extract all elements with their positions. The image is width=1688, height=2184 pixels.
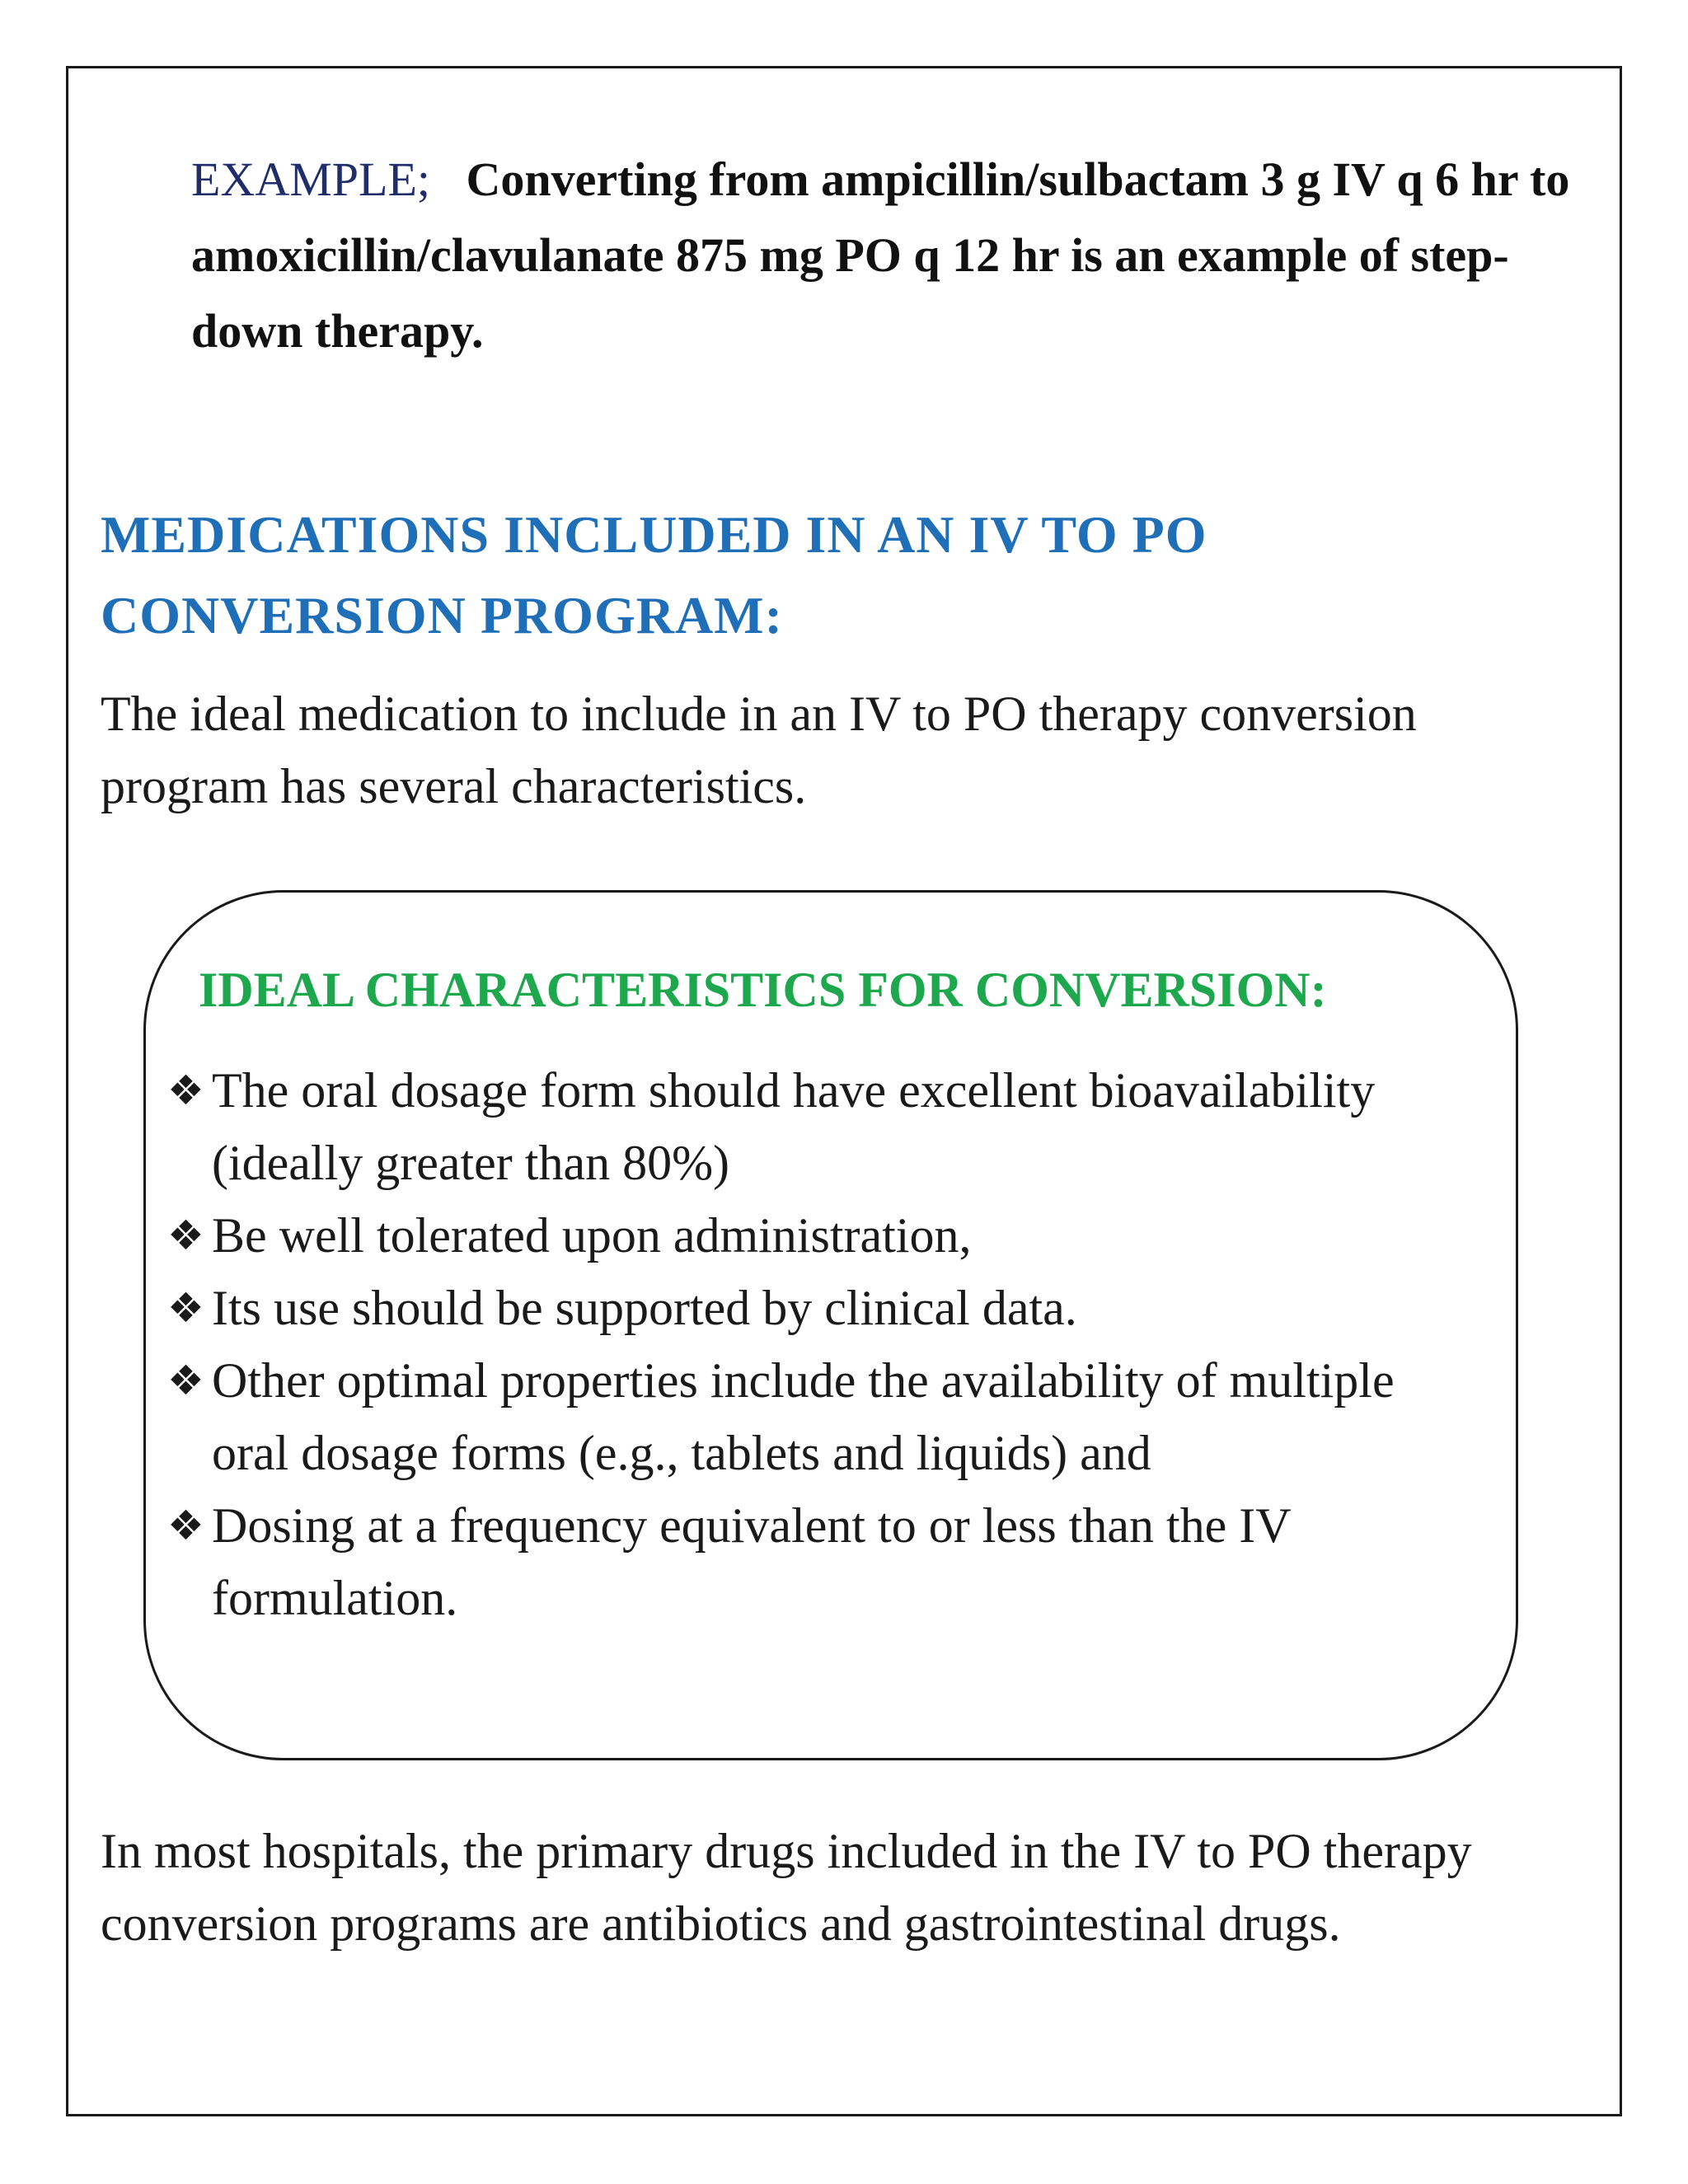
closing-paragraph: In most hospitals, the primary drugs included in the IV to PO therapy conversion programs are antibiotics and gastrointestinal drugs. <box>101 1824 1472 1951</box>
characteristics-title: IDEAL CHARACTERISTICS FOR CONVERSION: <box>199 963 1327 1017</box>
section-heading-line-2: CONVERSION PROGRAM: <box>101 586 783 644</box>
example-paragraph <box>191 142 1584 369</box>
diamond-bullet-icon: ❖ <box>167 1502 204 1549</box>
diamond-bullet-icon: ❖ <box>167 1066 204 1114</box>
list-item <box>167 1199 1470 1272</box>
example-label: EXAMPLE; <box>191 152 430 206</box>
list-item-text: Other optimal properties include the availability of multiple oral dosage forms (e.g., tablets and liquids) and <box>212 1353 1395 1480</box>
section-heading <box>101 494 1502 656</box>
diamond-bullet-icon: ❖ <box>167 1357 204 1404</box>
list-item <box>167 1272 1470 1344</box>
list-item <box>167 1489 1470 1634</box>
diamond-bullet-icon: ❖ <box>167 1212 204 1259</box>
characteristics-box <box>143 890 1518 1760</box>
diamond-bullet-icon: ❖ <box>167 1284 204 1332</box>
characteristics-list <box>167 1054 1470 1634</box>
intro-paragraph: The ideal medication to include in an IV to PO therapy conversion program has several characteristics. <box>101 687 1417 813</box>
list-item-text: Its use should be supported by clinical data. <box>212 1281 1077 1335</box>
list-item-text: Dosing at a frequency equivalent to or less than the IV formulation. <box>212 1498 1291 1625</box>
example-text: Converting from ampicillin/sulbactam 3 g IV q 6 hr to amoxicillin/clavulanate 875 mg PO q 12 hr is an example of step-down therapy. <box>191 152 1570 358</box>
list-item <box>167 1054 1470 1199</box>
section-heading-line-1: MEDICATIONS INCLUDED IN AN IV TO PO <box>101 505 1207 564</box>
list-item <box>167 1344 1470 1489</box>
list-item-text: Be well tolerated upon administration, <box>212 1208 972 1263</box>
list-item-text: The oral dosage form should have excellent bioavailability (ideally greater than 80%) <box>212 1063 1376 1190</box>
